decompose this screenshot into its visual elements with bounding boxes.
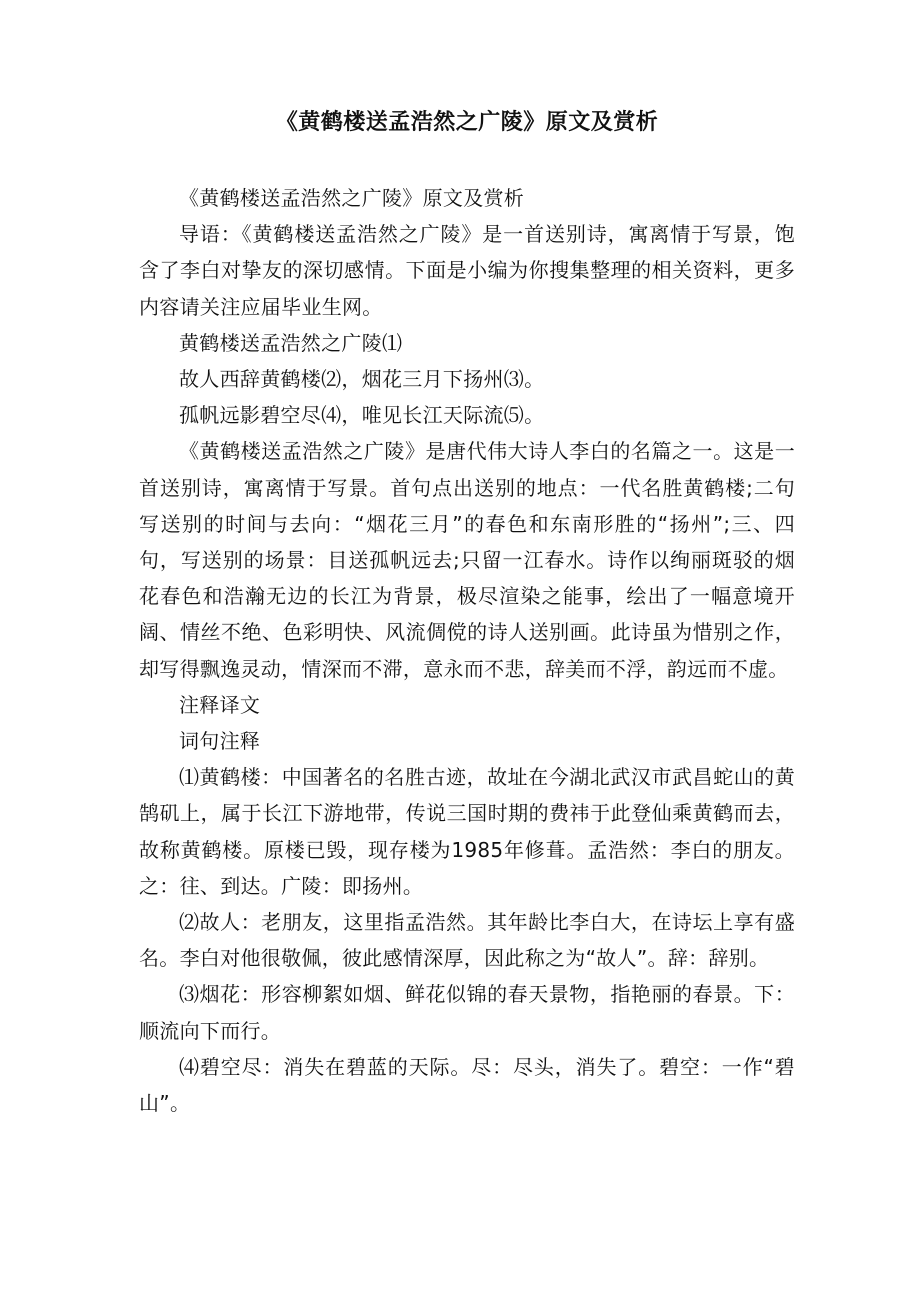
appreciation-paragraph: 《黄鹤楼送孟浩然之广陵》是唐代伟大诗人李白的名篇之一。这是一首送别诗，寓离情于写景。首句点出送别的地点：一代名胜黄鹤楼;二句写送别的时间与去向：“烟花三月”的春色和东南形胜的“扬州”;三、四句，写送别的场景：目送孤帆远去;只留一江春水。诗作以绚丽斑驳的烟花春色和浩瀚无边的长江为背景，极尽渲染之能事，绘出了一幅意境开阔、情丝不绝、色彩明快、风流倜傥的诗人送别画。此诗虽为惜别之作，却写得飘逸灵动，情深而不滞，意永而不悲，辞美而不浮，韵远而不虚。 [139, 439, 795, 681]
note-3: ⑶烟花：形容柳絮如烟、鲜花似锦的春天景物，指艳丽的春景。下：顺流向下而行。 [139, 982, 795, 1043]
document-title: 《黄鹤楼送孟浩然之广陵》原文及赏析 [275, 110, 659, 135]
note-2: ⑵故人：老朋友，这里指孟浩然。其年龄比李白大，在诗坛上享有盛名。李白对他很敬佩，彼此感情深厚，因此称之为“故人”。辞：辞别。 [139, 910, 795, 971]
poem-title: 黄鹤楼送孟浩然之广陵⑴ [179, 330, 403, 355]
section-heading-notes: 注释译文 [179, 692, 261, 717]
intro-paragraph: 导语：《黄鹤楼送孟浩然之广陵》是一首送别诗，寓离情于写景，饱含了李白对挚友的深切感情。下面是小编为你搜集整理的相关资料，更多内容请关注应届毕业生网。 [139, 222, 795, 319]
section-heading-word-notes: 词句注释 [179, 729, 261, 754]
subtitle-paragraph: 《黄鹤楼送孟浩然之广陵》原文及赏析 [179, 186, 525, 210]
poem-line-1: 故人西辞黄鹤楼⑵，烟花三月下扬州⑶。 [179, 367, 545, 392]
note-4: ⑷碧空尽：消失在碧蓝的天际。尽：尽头，消失了。碧空：一作“碧山”。 [139, 1054, 795, 1116]
poem-line-2: 孤帆远影碧空尽⑷，唯见长江天际流⑸。 [179, 403, 545, 428]
note-1: ⑴黄鹤楼：中国著名的名胜古迹，故址在今湖北武汉市武昌蛇山的黄鹄矶上，属于长江下游地带，传说三国时期的费祎于此登仙乘黄鹤而去，故称黄鹤楼。原楼已毁，现存楼为1985年修葺。孟浩然：李白的朋友。之：往、到达。广陵：即扬州。 [139, 765, 795, 898]
